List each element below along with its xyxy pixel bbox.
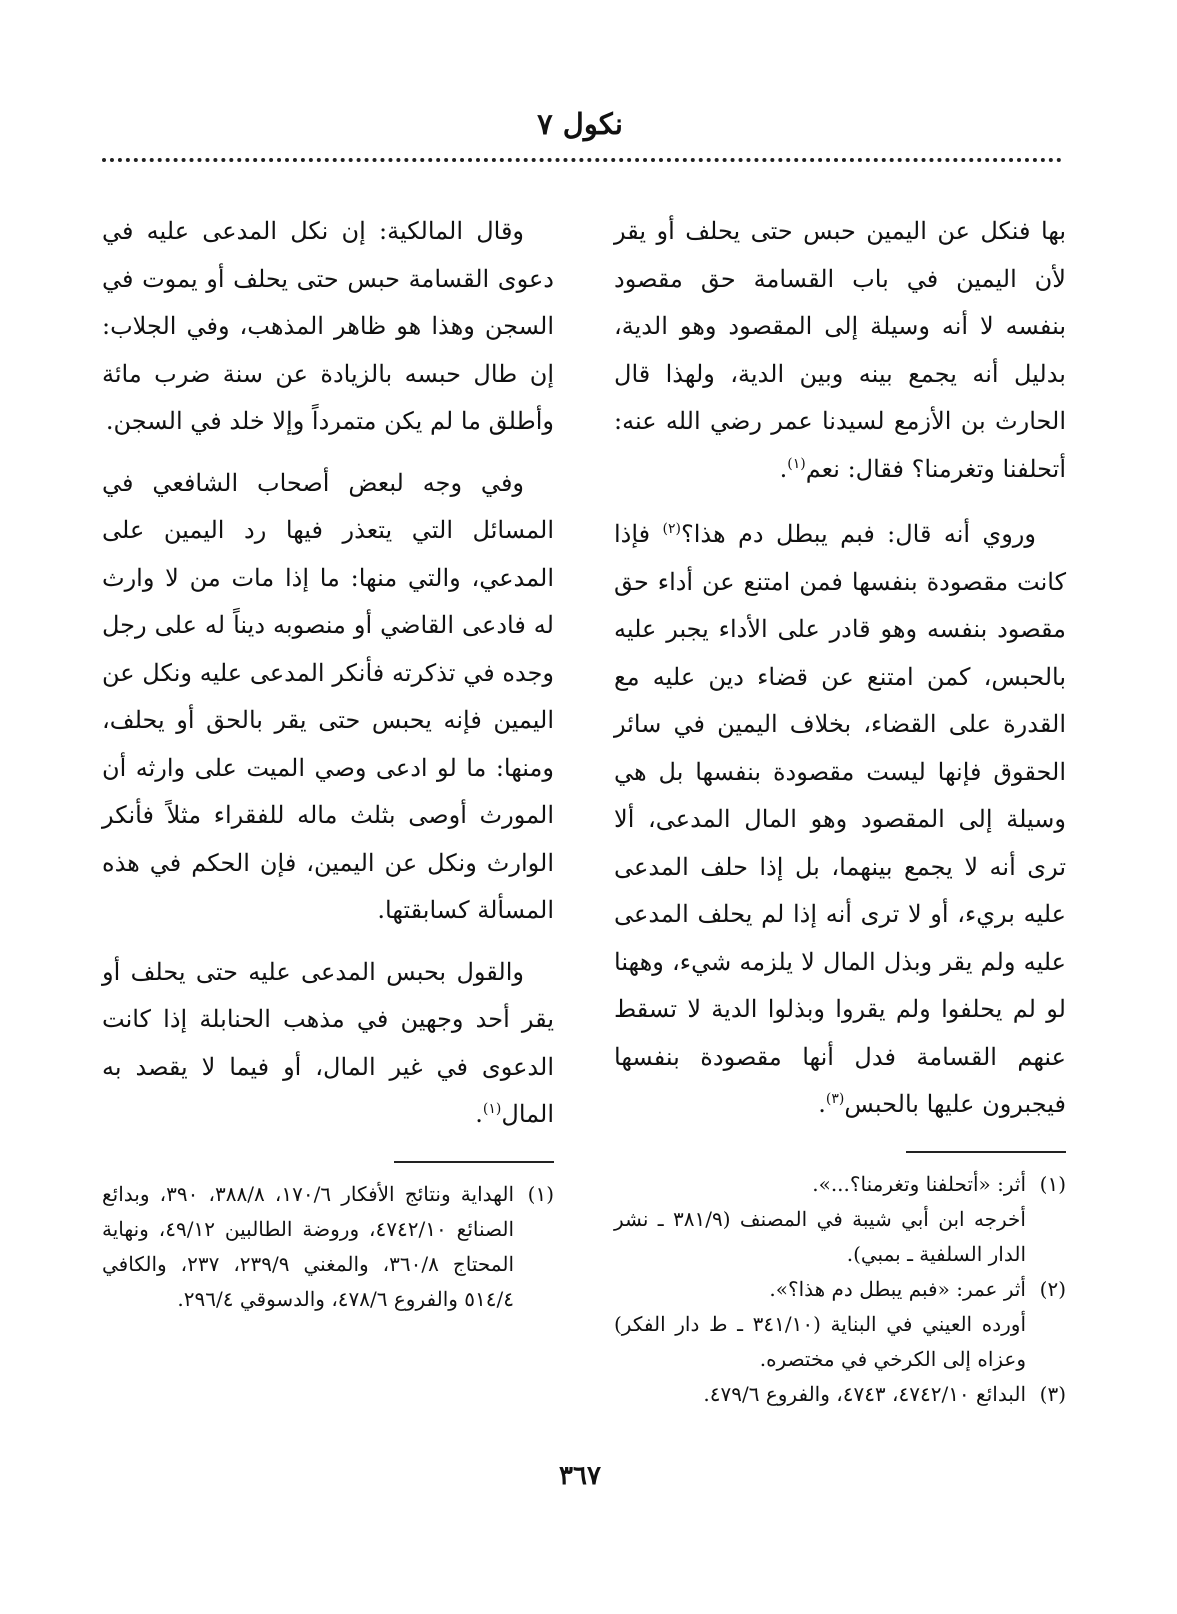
footnote-text: أثر عمر: «فبم يبطل دم هذا؟». bbox=[769, 1276, 1026, 1301]
footnote-item bbox=[614, 1202, 1066, 1272]
header-dotted-divider bbox=[102, 158, 1062, 162]
footnote-text: أخرجه ابن أبي شيبة في المصنف (٣٨١/٩ ـ نشر الدار السلفية ـ بمبي). bbox=[614, 1206, 1026, 1266]
footnote-text: الهداية ونتائج الأفكار ١٧٠/٦، ٣٨٨/٨، ٣٩٠، وبدائع الصنائع ٤٧٤٢/١٠، وروضة الطالبين ٤٩/١٢، ونهاية المحتاج ٣٦٠/٨، والمغني ٢٣٩/٩، ٢٣٧، والكافي ٥١٤/٤ والفروع ٤٧٨/٦، والدسوقي ٢٩٦/٤. bbox=[102, 1181, 515, 1311]
left-footnotes bbox=[102, 1177, 554, 1317]
left-paragraph-3-text: والقول بحبس المدعى عليه حتى يحلف أو يقر أحد وجهين في مذهب الحنابلة إذا كانت الدعوى في غير المال، أو فيما لا يقصد به المال bbox=[102, 957, 554, 1128]
footnote-divider bbox=[906, 1151, 1066, 1153]
footnote-ref: (١) bbox=[482, 1101, 502, 1117]
footnote-item bbox=[614, 1272, 1066, 1307]
footnote-ref: (٣) bbox=[825, 1091, 845, 1107]
left-paragraph-3 bbox=[102, 949, 554, 1139]
footnote-ref: (٢) bbox=[662, 521, 681, 537]
right-paragraph-2-end: . bbox=[818, 1090, 826, 1118]
left-column bbox=[102, 208, 554, 1317]
footnote-number: (٢) bbox=[1039, 1276, 1066, 1301]
footnote-item bbox=[102, 1177, 554, 1317]
footnote-text: البدائع ٤٧٤٢/١٠، ٤٧٤٣، والفروع ٤٧٩/٦. bbox=[703, 1381, 1026, 1406]
left-paragraph-2: وفي وجه لبعض أصحاب الشافعي في المسائل التي يتعذر فيها رد اليمين على المدعي، والتي منها: ما إذا مات من لا وارث له فادعى القاضي أو منصوبه ديناً له على رجل وجده في تذكرته فأنكر المدعى عليه ونكل عن اليمين فإنه يحبس حتى يقر بالحق أو يحلف، ومنها: ما لو ادعى وصي الميت على وارثه أن المورث أوصى بثلث ماله للفقراء مثلاً فأنكر الوارث ونكل عن اليمين، فإن الحكم في هذه المسألة كسابقتها. bbox=[102, 468, 554, 924]
right-paragraph-1 bbox=[614, 208, 1066, 493]
footnote-ref: (١) bbox=[787, 455, 806, 472]
right-paragraph-1-text: بها فنكل عن اليمين حبس حتى يحلف أو يقر لأن اليمين في باب القسامة حق مقصود بنفسه لا أنه وسيلة إلى المقصود وهو الدية، بدليل أنه يجمع بينه وبين الدية، ولهذا قال الحارث بن الأزمع لسيدنا عمر رضي الله عنه: أتحلفنا وتغرمنا؟ فقال: نعم bbox=[614, 217, 1066, 483]
footnote-number: (٣) bbox=[1039, 1381, 1066, 1406]
page-number: ٣٦٧ bbox=[559, 1461, 601, 1491]
right-paragraph-2-text-after: فإذا كانت مقصودة بنفسها فمن امتنع عن أداء حق مقصود بنفسه وهو قادر على الأداء يجبر عليه بالحبس، كمن امتنع عن قضاء دين عليه مع القدرة على القضاء، بخلاف اليمين في سائر الحقوق فإنها ليست مقصودة بنفسها بل هي وسيلة إلى المقصود وهو المال المدعى، ألا ترى أنه لا يجمع بينهما، بل إذا حلف المدعى عليه بريء، أو لا ترى أنه إذا لم يحلف المدعى عليه ولم يقر وبذل المال لا يلزمه شيء، وههنا لو لم يحلفوا ولم يقروا وبذلوا الدية لا تسقط عنهم القسامة فدل أنها مقصودة بنفسها فيجبرون عليها بالحبس bbox=[614, 520, 1067, 1118]
right-paragraph-2 bbox=[614, 511, 1066, 1129]
footnote-text: أورده العيني في البناية (٣٤١/١٠ ـ ط دار الفكر) وعزاه إلى الكرخي في مختصره. bbox=[614, 1311, 1026, 1371]
footnote-divider bbox=[394, 1161, 554, 1163]
right-paragraph-1-end: . bbox=[779, 454, 788, 483]
left-paragraph-1: وقال المالكية: إن نكل المدعى عليه في دعوى القسامة حبس حتى يحلف أو يموت في السجن وهذا هو ظاهر المذهب، وفي الجلاب: إن طال حبسه بالزيادة عن سنة ضرب مائة وأطلق ما لم يكن متمرداً وإلا خلد في السجن. bbox=[102, 217, 554, 435]
right-paragraph-2-text-before: وروي أنه قال: فبم يبطل دم هذا؟ bbox=[680, 520, 1036, 548]
footnote-item bbox=[614, 1307, 1066, 1377]
footnote-text: أثر: «أتحلفنا وتغرمنا؟...». bbox=[812, 1171, 1026, 1196]
page-title: نكول ٧ bbox=[537, 107, 623, 141]
footnote-number: (١) bbox=[1039, 1171, 1066, 1196]
footnote-item bbox=[614, 1377, 1066, 1412]
right-footnotes bbox=[614, 1167, 1066, 1412]
footnote-item bbox=[614, 1167, 1066, 1202]
footnote-number: (١) bbox=[527, 1181, 554, 1206]
left-paragraph-3-end: . bbox=[475, 1100, 483, 1128]
right-column bbox=[614, 208, 1066, 1412]
